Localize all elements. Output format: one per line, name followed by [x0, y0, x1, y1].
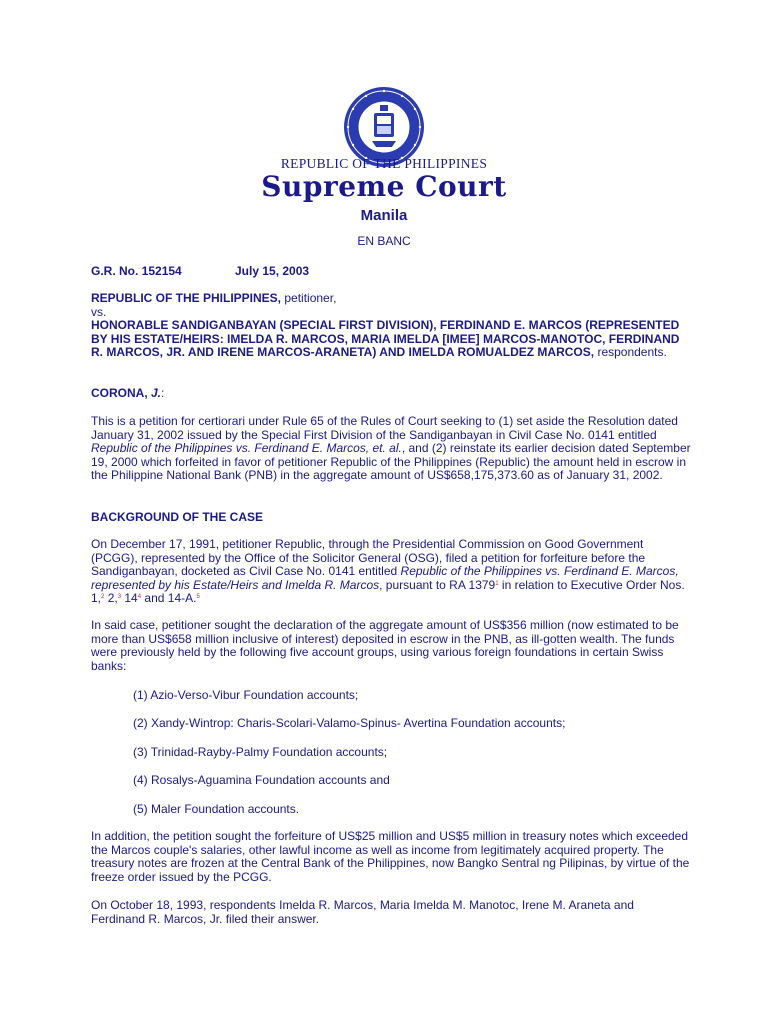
list-item: (4) Rosalys-Aguamina Foundation accounts and	[133, 773, 390, 787]
ponente-line	[91, 387, 691, 401]
parties-block	[91, 292, 691, 360]
footnote-link[interactable]: 3	[117, 594, 122, 600]
respondents-names: HONORABLE SANDIGANBAYAN (SPECIAL FIRST DIVISION), FERDINAND E. MARCOS (REPRESENTED BY HIS ESTATE/HEIRS: IMELDA R. MARCOS, MARIA IMELDA [IMEE] MARCOS-MANOTOC, FERDINAND R. MARCOS, JR. AND IRENE MARCOS-ARANETA) AND IMELDA ROMUALDEZ MARCOS,	[91, 318, 680, 359]
footnote-link[interactable]: 5	[196, 594, 200, 600]
ponente-title: J.	[151, 386, 162, 400]
gr-number: G.R. No. 152154	[91, 264, 182, 278]
division-label: EN BANC	[357, 234, 411, 248]
list-item: (1) Azio-Verso-Vibur Foundation accounts;	[133, 688, 359, 702]
petitioner-name: REPUBLIC OF THE PHILIPPINES,	[91, 291, 282, 305]
case-title-italic: Republic of the Philippines vs. Ferdinand E. Marcos, et. al.	[91, 441, 402, 455]
paragraph-background	[91, 538, 691, 606]
header-republic: REPUBLIC OF THE PHILIPPINES	[280, 156, 488, 171]
paragraph-text: and 14-A.	[141, 591, 197, 605]
paragraph-text: 14	[121, 591, 138, 605]
header-supreme-court: Supreme Court	[261, 170, 507, 203]
paragraph-text: 2,	[104, 591, 118, 605]
ponente-name: CORONA,	[91, 386, 151, 400]
paragraph-treasury-notes: In addition, the petition sought the forfeiture of US$25 million and US$5 million in treasury notes which exceeded the Marcos couple's salaries, other lawful income as well as income from legitimately acquired property. The treasury notes are frozen at the Central Bank of the Philippines, now Bangko Sentral ng Pilipinas, by virtue of the freeze order issued by the PCGG.	[91, 829, 690, 884]
case-number-line	[91, 264, 310, 278]
paragraph-text: , pursuant to RA 1379	[379, 577, 496, 592]
petitioner-role: petitioner,	[281, 291, 337, 305]
respondents-role: respondents.	[594, 345, 667, 359]
paragraph-text: On December 17, 1991, petitioner Republic, through the Presidential Commission on Good Government (PCGG), represented by the Office of the Solicitor General (OSG), filed a petition for forfeiture before the Sandiganbayan, docketed as Civil Case No. 0141 entitled	[91, 537, 646, 578]
paragraph-text: , and (2) reinstate its earlier decision dated September 19, 2000 which forfeited in favor of petitioner Republic of the Philippines (Republic) the amount held in escrow in the Philippine National Bank (PNB) in the aggregate amount of US$658,175,373.60 as of January 31, 2002.	[91, 441, 691, 482]
list-item: (2) Xandy-Wintrop: Charis-Scolari-Valamo-Spinus- Avertina Foundation accounts;	[133, 716, 566, 730]
list-item: (3) Trinidad-Rayby-Palmy Foundation accounts;	[133, 745, 388, 759]
case-title-italic: Republic of the Philippines vs. Ferdinand E. Marcos, represented by his Estate/Heirs and Imelda R. Marcos	[91, 564, 679, 592]
versus: vs.	[91, 304, 107, 319]
decision-date: July 15, 2003	[235, 264, 310, 278]
paragraph-answer: On October 18, 1993, respondents Imelda R. Marcos, Maria Imelda M. Manotoc, Irene M. Araneta and Ferdinand R. Marcos, Jr. filed their answer.	[91, 898, 634, 926]
background-heading: BACKGROUND OF THE CASE	[91, 510, 264, 524]
footnote-link[interactable]: 4	[137, 594, 142, 600]
paragraph-intro	[91, 415, 691, 483]
ponente-colon: :	[161, 386, 165, 400]
paragraph-text: This is a petition for certiorari under Rule 65 of the Rules of Court seeking to (1) set aside the Resolution dated January 31, 2002 issued by the Special First Division of the Sandiganbayan in Civil Case No. 0141 entitled	[91, 414, 678, 442]
paragraph-declaration: In said case, petitioner sought the declaration of the aggregate amount of US$356 million (now estimated to be more than US$658 million inclusive of interest) deposited in escrow in the PNB, as ill-gotten wealth. The funds were previously held by the following five account groups, using various foreign foundations in certain Swiss banks:	[91, 618, 679, 673]
paragraph-text: in relation to Executive Order Nos. 1,	[91, 577, 685, 605]
header-city: Manila	[360, 207, 408, 224]
footnote-link[interactable]: 2	[101, 594, 105, 600]
footnote-link[interactable]: 1	[495, 580, 499, 587]
list-item: (5) Maler Foundation accounts.	[133, 802, 300, 816]
